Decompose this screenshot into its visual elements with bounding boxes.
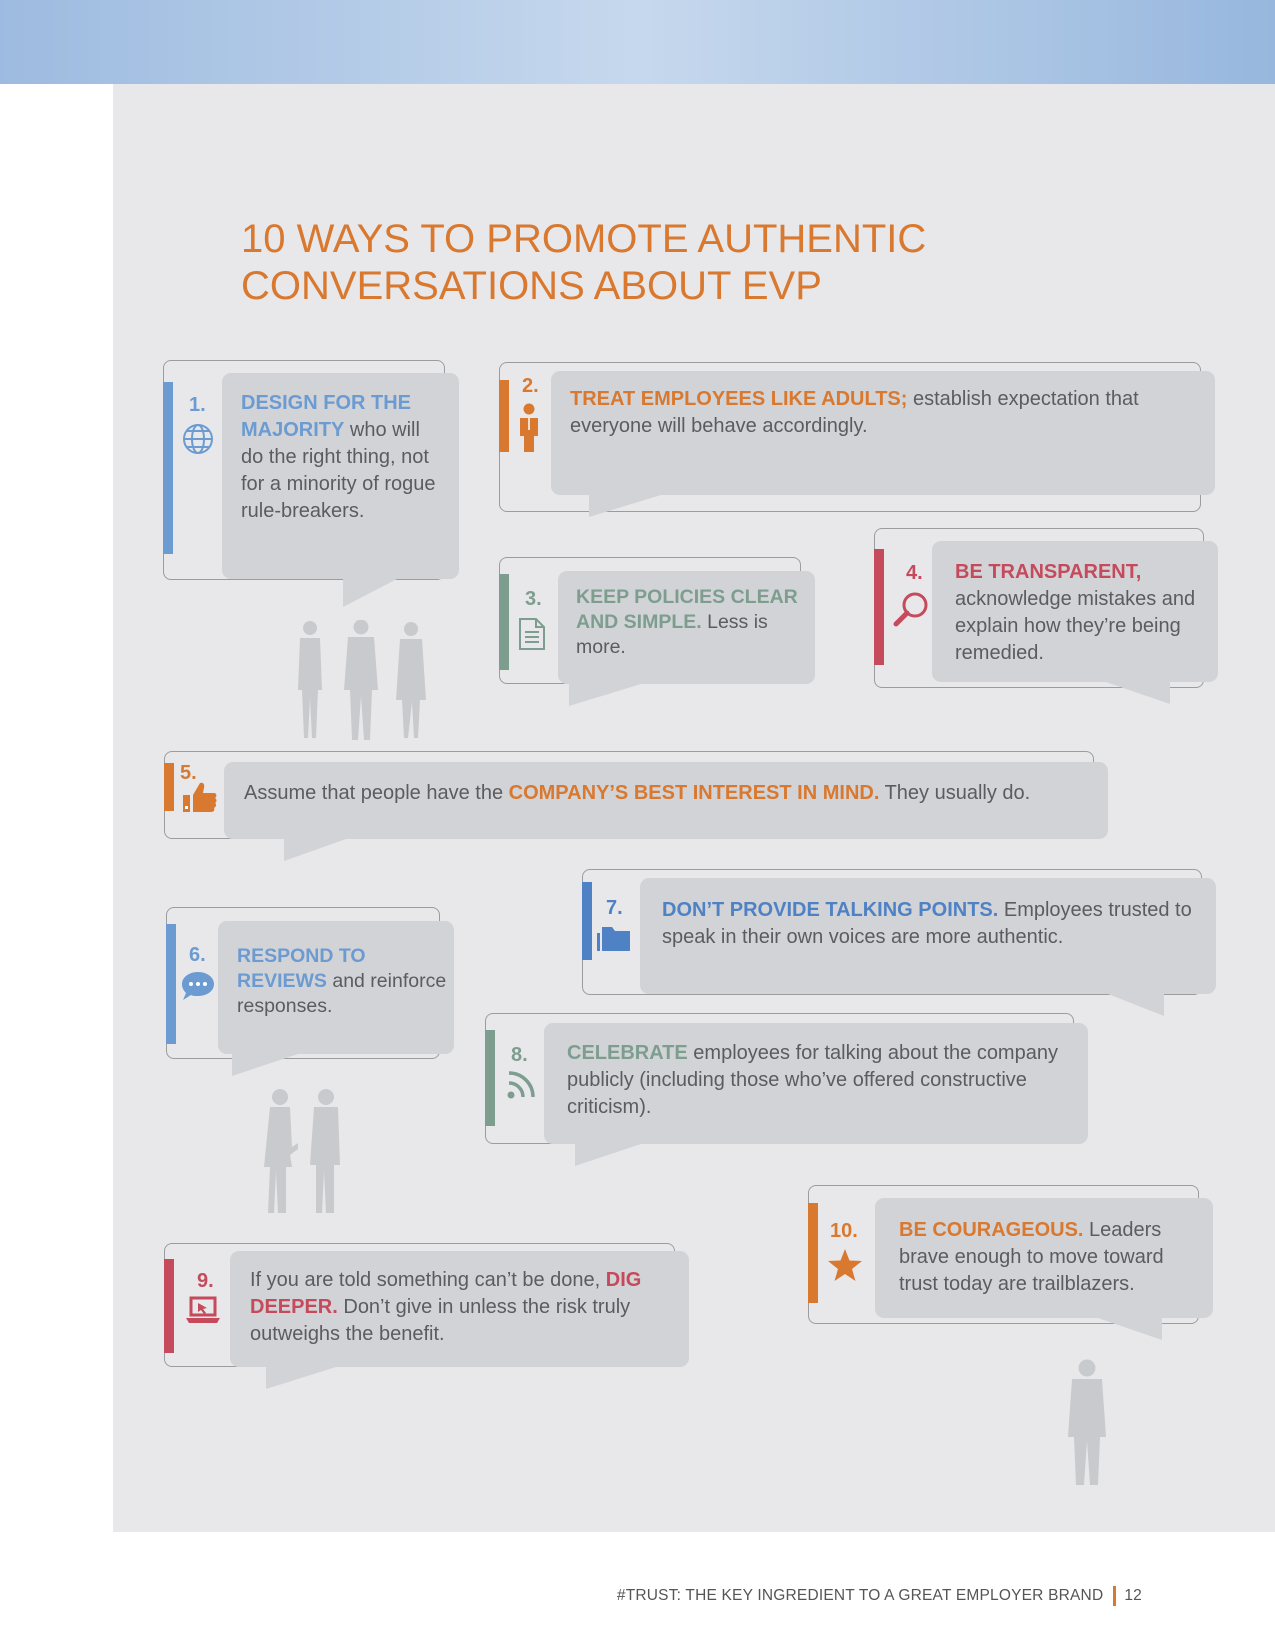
tip-5-lead: Assume that people have the bbox=[244, 782, 509, 804]
tip-1-number: 1. bbox=[189, 394, 206, 416]
chat-bubble-icon bbox=[180, 970, 216, 1002]
star-icon bbox=[827, 1248, 863, 1282]
tip-card-9 bbox=[164, 1243, 689, 1381]
tip-1-text bbox=[241, 390, 441, 525]
tip-7-number: 7. bbox=[606, 897, 623, 919]
tip-5-text bbox=[244, 780, 1094, 807]
tip-9-highlight: DIG DEEPER. bbox=[250, 1269, 642, 1318]
page-number: 12 bbox=[1124, 1587, 1142, 1605]
person-icon bbox=[518, 402, 540, 452]
tip-5-highlight: COMPANY’S BEST INTEREST IN MIND. bbox=[508, 782, 880, 804]
tip-5-body: They usually do. bbox=[879, 782, 1031, 804]
page-title-line-1: 10 WAYS TO PROMOTE AUTHENTIC bbox=[241, 217, 927, 261]
tip-card-4 bbox=[874, 528, 1218, 702]
people-silhouette-group-icon bbox=[288, 620, 438, 742]
magnifier-icon bbox=[892, 590, 930, 628]
tip-6-body: and reinforce responses. bbox=[237, 970, 447, 1017]
tip-2-body: establish expectation that everyone will behave accordingly. bbox=[570, 388, 1139, 437]
tip-card-5 bbox=[164, 751, 1108, 853]
tip-10-highlight: BE COURAGEOUS. bbox=[899, 1219, 1084, 1241]
tip-3-highlight: KEEP POLICIES CLEAR AND SIMPLE. bbox=[576, 586, 798, 633]
tip-3-body: Less is more. bbox=[576, 611, 768, 658]
top-header-band bbox=[0, 0, 1275, 84]
tip-9-lead: If you are told something can’t be done, bbox=[250, 1269, 606, 1291]
tip-7-body: Employees trusted to speak in their own voices are more authentic. bbox=[662, 899, 1192, 948]
tip-3-text bbox=[576, 585, 806, 660]
document-icon bbox=[518, 617, 546, 651]
tip-card-2 bbox=[499, 362, 1215, 526]
single-person-silhouette-icon bbox=[1062, 1359, 1112, 1487]
tip-6-highlight: RESPOND TO REVIEWS bbox=[237, 945, 366, 992]
tip-9-body: Don’t give in unless the risk truly outweighs the benefit. bbox=[250, 1296, 631, 1345]
laptop-icon bbox=[185, 1295, 221, 1325]
footer-separator bbox=[1113, 1586, 1116, 1606]
folder-icon bbox=[596, 923, 632, 953]
tip-card-7 bbox=[582, 869, 1216, 1009]
tip-10-number: 10. bbox=[830, 1220, 858, 1242]
tip-5-number: 5. bbox=[180, 762, 197, 784]
tip-8-text bbox=[567, 1040, 1077, 1121]
tip-2-text bbox=[570, 386, 1170, 440]
tip-1-body: who will do the right thing, not for a minority of rogue rule-breakers. bbox=[241, 419, 436, 522]
tip-10-text bbox=[899, 1217, 1199, 1298]
tip-6-number: 6. bbox=[189, 944, 206, 966]
rss-icon bbox=[505, 1069, 537, 1101]
tip-8-number: 8. bbox=[511, 1044, 528, 1066]
tip-card-6 bbox=[166, 907, 454, 1073]
thumbs-up-icon bbox=[182, 781, 218, 813]
tip-1-highlight: DESIGN FOR THE MAJORITY bbox=[241, 392, 412, 441]
tip-8-highlight: CELEBRATE bbox=[567, 1042, 688, 1064]
tip-4-number: 4. bbox=[906, 562, 923, 584]
people-conversation-silhouette-icon bbox=[260, 1087, 350, 1217]
tip-7-text bbox=[662, 897, 1202, 951]
tip-2-highlight: TREAT EMPLOYEES LIKE ADULTS; bbox=[570, 388, 908, 410]
page-title bbox=[241, 216, 926, 310]
page-footer bbox=[617, 1586, 1142, 1606]
tip-9-number: 9. bbox=[197, 1270, 214, 1292]
tip-card-3 bbox=[499, 557, 815, 698]
page-title-line-2: CONVERSATIONS ABOUT EVP bbox=[241, 264, 822, 308]
globe-icon bbox=[181, 422, 215, 456]
tip-card-1 bbox=[163, 360, 459, 594]
tip-8-body: employees for talking about the company publicly (including those who’ve offered constructive criticism). bbox=[567, 1042, 1058, 1118]
tip-2-number: 2. bbox=[522, 375, 539, 397]
tip-4-highlight: BE TRANSPARENT, bbox=[955, 561, 1142, 583]
tip-card-8 bbox=[485, 1013, 1088, 1158]
tip-4-text bbox=[955, 559, 1205, 667]
tip-9-text bbox=[250, 1267, 680, 1348]
tip-3-number: 3. bbox=[525, 588, 542, 610]
tip-10-body: Leaders brave enough to move toward trust today are trailblazers. bbox=[899, 1219, 1164, 1295]
tip-6-text bbox=[237, 944, 447, 1019]
tip-7-highlight: DON’T PROVIDE TALKING POINTS. bbox=[662, 899, 999, 921]
footer-text: #TRUST: THE KEY INGREDIENT TO A GREAT EMPLOYER BRAND bbox=[616, 1587, 1104, 1605]
tip-card-10 bbox=[808, 1185, 1213, 1338]
tip-4-body: acknowledge mistakes and explain how they’re being remedied. bbox=[955, 588, 1196, 664]
